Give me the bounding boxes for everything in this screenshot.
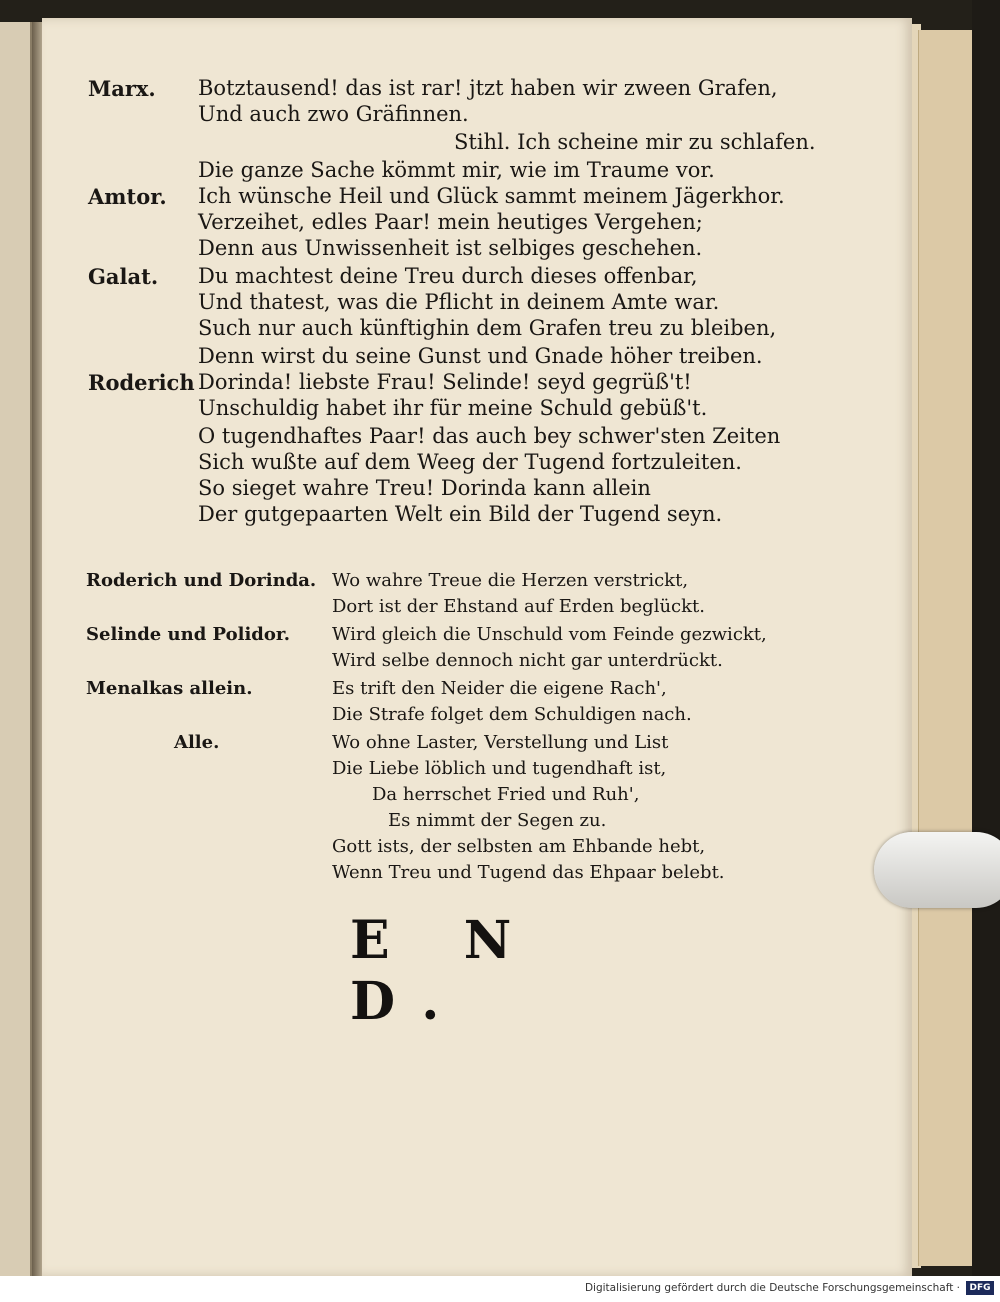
verse-line: Der gutgepaarten Welt ein Bild der Tugend seyn. <box>198 502 723 526</box>
speaker-label: Galat. <box>88 264 159 289</box>
verse-line: Stihl. Ich scheine mir zu schlafen. <box>454 130 816 154</box>
chorus-speaker: Menalkas allein. <box>86 678 253 699</box>
verse-line: Du machtest deine Treu durch dieses offenbar, <box>198 264 698 288</box>
verse-line: Und auch zwo Gräfinnen. <box>198 102 469 126</box>
verse-line: Ich wünsche Heil und Glück sammt meinem Jägerkhor. <box>198 184 785 208</box>
chorus-line: Gott ists, der selbsten am Ehbande hebt, <box>332 836 706 857</box>
chorus-line: Die Strafe folget dem Schuldigen nach. <box>332 704 692 725</box>
chorus-line: Wird selbe dennoch nicht gar unterdrückt. <box>332 650 723 671</box>
verse-line: Dorinda! liebste Frau! Selinde! seyd gegrüß't! <box>198 370 692 394</box>
verse-line: So sieget wahre Treu! Dorinda kann allein <box>198 476 651 500</box>
verse-line: Sich wußte auf dem Weeg der Tugend fortzuleiten. <box>198 450 742 474</box>
chorus-line: Wenn Treu und Tugend das Ehpaar belebt. <box>332 862 725 883</box>
chorus-line: Wo wahre Treue die Herzen verstrickt, <box>332 570 689 591</box>
book-page <box>42 18 912 1276</box>
end-marker: E N D. <box>350 910 540 1032</box>
verse-line: Die ganze Sache kömmt mir, wie im Traume vor. <box>198 158 715 182</box>
chorus-speaker: Roderich und Dorinda. <box>86 570 317 591</box>
verse-line: Denn aus Unwissenheit ist selbiges geschehen. <box>198 236 703 260</box>
left-page-edge <box>0 22 32 1276</box>
chorus-line: Wird gleich die Unschuld vom Feinde gezwickt, <box>332 624 767 645</box>
verse-line: Such nur auch künftighin dem Grafen treu zu bleiben, <box>198 316 777 340</box>
page-marker-tab <box>874 832 1000 908</box>
chorus-line: Dort ist der Ehstand auf Erden beglückt. <box>332 596 705 617</box>
chorus-line: Es nimmt der Segen zu. <box>388 810 607 831</box>
funding-credit: Digitalisierung gefördert durch die Deutsche Forschungsgemeinschaft · <box>584 1282 960 1294</box>
scan-border <box>972 0 1000 1276</box>
speaker-label: Marx. <box>88 76 156 101</box>
chorus-line: Da herrschet Fried und Ruh', <box>372 784 640 805</box>
chorus-line: Es trift den Neider die eigene Rach', <box>332 678 667 699</box>
speaker-label: Amtor. <box>88 184 167 209</box>
chorus-line: Wo ohne Laster, Verstellung und List <box>332 732 669 753</box>
chorus-speaker: Selinde und Polidor. <box>86 624 290 645</box>
footer-bar <box>0 1276 1000 1302</box>
verse-line: O tugendhaftes Paar! das auch bey schwer'sten Zeiten <box>198 424 781 448</box>
dfg-logo-icon: DFG <box>966 1281 994 1295</box>
chorus-line: Die Liebe löblich und tugendhaft ist, <box>332 758 667 779</box>
verse-line: Botztausend! das ist rar! jtzt haben wir zween Grafen, <box>198 76 778 100</box>
verse-line: Denn wirst du seine Gunst und Gnade höher treiben. <box>198 344 763 368</box>
verse-line: Verzeihet, edles Paar! mein heutiges Vergehen; <box>198 210 703 234</box>
chorus-speaker: Alle. <box>174 732 220 753</box>
verse-line: Und thatest, was die Pflicht in deinem Amte war. <box>198 290 720 314</box>
page-stack-edge-outer <box>918 30 975 1266</box>
verse-line: Unschuldig habet ihr für meine Schuld gebüß't. <box>198 396 708 420</box>
speaker-label: Roderich <box>88 370 195 395</box>
